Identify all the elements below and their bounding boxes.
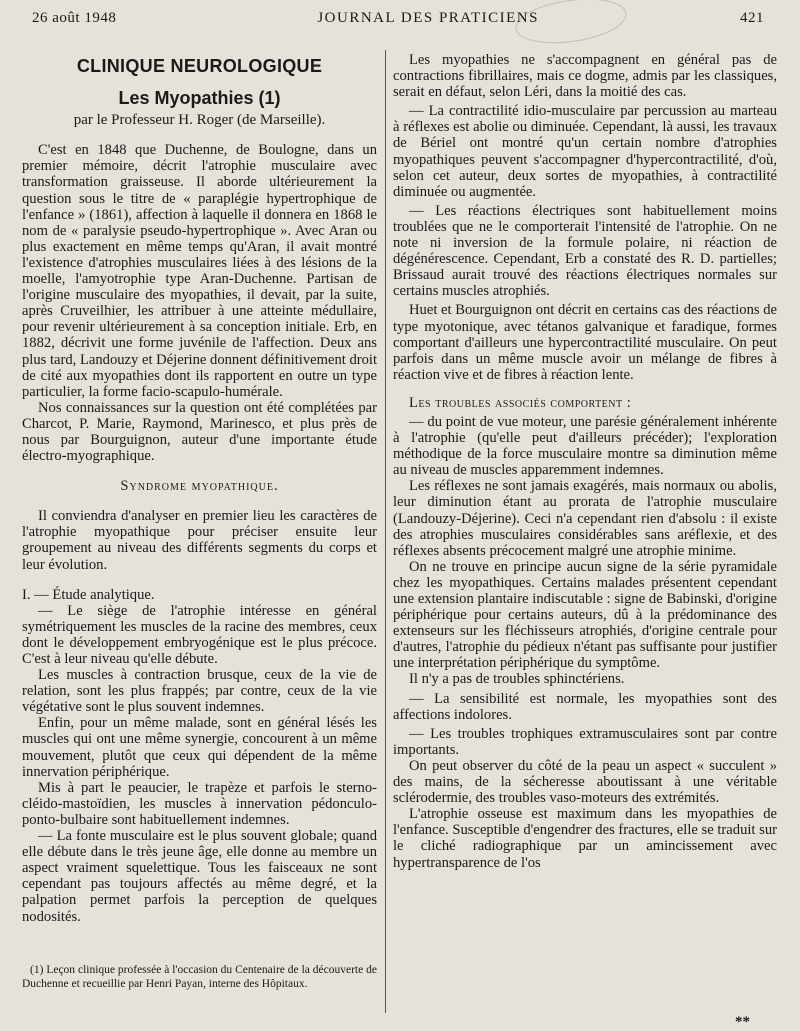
left-column [22,52,377,1021]
paragraph: Mis à part le peaucier, le trapèze et parfois le sterno-cléido-mastoïdien, les muscles à innervation pédonculo-ponto-bulbaire sont habituellement indemnes. [22,779,377,828]
paragraph: — Les réactions électriques sont habituellement moins troublées que ne le comporterait l'intensité de l'atrophie. On ne note ni inversion de la formule polaire, ni réaction de dégénérescence. Cependant, Erb a constaté des R. D. partielles; Brissaud aurait trouvé des réactions électriques normales sur certains muscles atrophiés. [393,202,777,300]
paragraph: Huet et Bourguignon ont décrit en certains cas des réactions de type myotonique, avec tétanos galvanique et faradique, formes comportant d'ailleurs une hypercontractilité musculaire. On peut parfois dans un même muscle avoir un mélange de fibres à réaction vive et de fibres à réaction lente. [393,302,777,383]
section-heading: CLINIQUE NEUROLOGIQUE [76,56,323,76]
part-heading: I. — Étude analytique. [22,586,155,603]
issue-date: 26 août 1948 [32,10,117,26]
article-byline: par le Professeur H. Roger (de Marseille). [73,112,326,129]
paragraph: — Les troubles trophiques extramusculaires sont par contre importants. [393,725,777,758]
paragraph: Les muscles à contraction brusque, ceux de la vie de relation, sont les plus frappés; par contre, ceux de la vie végétative sont le plus souvent indemnes. [22,667,377,716]
footnote: (1) Leçon clinique professée à l'occasion du Centenaire de la découverte de Duchenne et recueillie par Henri Payan, interne des Hôpitaux. [22,964,377,990]
paragraph: C'est en 1848 que Duchenne, de Boulogne, dans un premier mémoire, décrit l'atrophie musculaire avec transformation graisseuse. Il aborde ultérieurement la question sous le titre de « paraplégie hypertrophique de l'enfance » (1861), affection à laquelle il donnera en 1868 le nom de « paralysie pseudo-hypertrophique ». Avec Aran ou plus exactement en même temps qu'Aran, il avait montré l'existence d'atrophies musculaires liées à des lésions de la moelle, l'amyotrophie type Aran-Duchenne. Partisan de l'origine musculaire des myopathies, il devait, par la suite, après Cruveilhier, les attribuer à une atteinte médullaire, pour revenir ultérieurement à sa conception initiale. Erb, en 1882, décrivit une forme juvénile de l'affection. Deux ans plus tard, Landouzy et Déjerine donnent définitivement droit de cité aux myopathies dont ils rapportent en outre un type particulier, la forme facio-scapulo-humérale. [22,142,378,400]
paragraph: L'atrophie osseuse est maximum dans les myopathies de l'enfance. Susceptible d'engendrer des fractures, elle se traduit sur le cliché radiographique par un amincissement avec hypertransparence de l'os [393,806,777,871]
page-header [32,10,764,32]
journal-title: JOURNAL DES PRATICIENS [317,10,539,26]
paragraph: Enfin, pour un même malade, sont en général lésés les muscles qui ont une même synergie, concourent à un même mouvement, plutôt que ceux qui dépendent de la même innervation périphérique. [22,715,377,780]
subheading: Syndrome myopathique. [120,478,279,495]
page-number: 421 [740,10,764,26]
printer-mark: ** [735,1014,750,1030]
paragraph: Il n'y a pas de troubles sphinctériens. [409,671,625,688]
paragraph: Les myopathies ne s'accompagnent en général pas de contractions fibrillaires, mais ce dogme, admis par les classiques, serait en défaut, selon Léri, dans la moitié des cas. [393,52,777,101]
subheading: Les troubles associés comportent : [409,394,632,411]
paragraph: — Le siège de l'atrophie intéresse en général symétriquement les muscles de la racine des membres, ceux dont le développement embryogénique est le plus précoce. C'est à leur niveau qu'elle débute. [22,602,377,667]
column-divider [385,50,386,1013]
right-column [393,52,777,1021]
paragraph: On ne trouve en principe aucun signe de la série pyramidale chez les myopathiques. Certains malades présentent cependant une extension plantaire indiscutable : signe de Babinski, d'origine périphérique pour certains auteurs, dû à la prédominance des extenseurs sur les fléchisseurs atrophiés, d'origine centrale pour d'autres, l'atrophie du pédieux n'étant pas suffisante pour justifier une interprétation périphérique du symptôme. [393,558,777,672]
paragraph: Il conviendra d'analyser en premier lieu les caractères de l'atrophie myopathique pour préciser ensuite leur groupement au niveau des différents segments du corps et leur évolution. [22,508,377,573]
article-title: Les Myopathies (1) [118,88,281,109]
paragraph: — La contractilité idio-musculaire par percussion au marteau à réflexes est abolie ou diminuée. Cependant, là aussi, les travaux de Bériel ont montré qu'un certain nombre d'atrophies myopathiques peuvent s'accompagner d'hypercontractilité, d'où, selon cet auteur, deux sortes de myopathies, à contractilité diminuée ou augmentée. [393,103,777,200]
paragraph: — du point de vue moteur, une parésie généralement inhérente à l'atrophie (qu'elle peut d'ailleurs précéder); l'exploration méthodique de la force musculaire montre sa diminution même au niveau de muscles apparemment indemnes. [393,413,777,479]
paragraph: Nos connaissances sur la question ont été complétées par Charcot, P. Marie, Raymond, Marinesco, et plus près de nous par Bourguignon, auteur d'une importante étude électro-myographique. [22,399,377,465]
paragraph: — La fonte musculaire est le plus souvent globale; quand elle débute dans le très jeune âge, elle donne au membre un aspect vraiment squelettique. Tous les faisceaux ne sont cependant pas toujours affectés au même degré, et la palpation permet parfois la perception de quelques nodosités. [22,828,377,925]
paragraph: Les réflexes ne sont jamais exagérés, mais normaux ou abolis, leur diminution étant au prorata de l'atrophie musculaire (Landouzy-Déjerine). Ceci n'a cependant rien d'absolu : il existe des atrophies musculaires considérables sans aréflexie, et des réflexes absents précocement malgré une atrophie minime. [393,478,777,559]
paragraph: On peut observer du côté de la peau un aspect « succulent » des mains, de la sécheresse aboutissant à une véritable sclérodermie, des troubles vaso-moteurs des extrémités. [393,757,777,807]
paragraph: — La sensibilité est normale, les myopathies sont des affections indolores. [393,690,777,723]
